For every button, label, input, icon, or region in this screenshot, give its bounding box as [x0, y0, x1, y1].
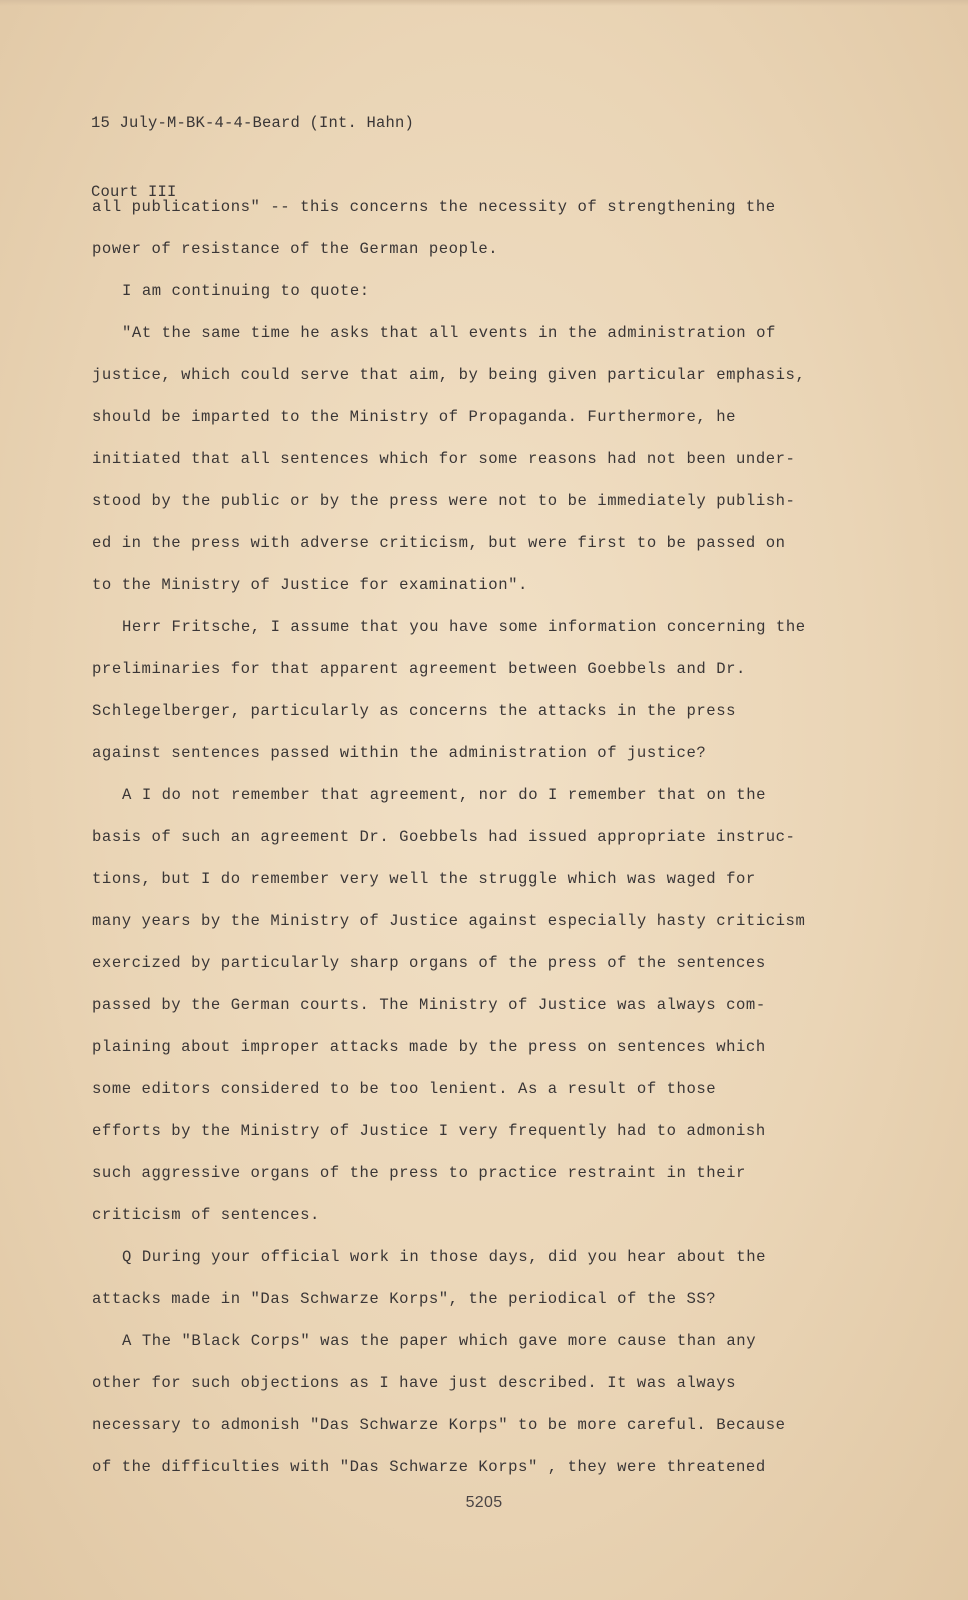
text-line: power of resistance of the German people.: [92, 240, 499, 258]
text-line: to the Ministry of Justice for examination".: [92, 576, 528, 594]
text-line: against sentences passed within the administration of justice?: [92, 744, 707, 762]
text-line: efforts by the Ministry of Justice I very frequently had to admonish: [92, 1122, 766, 1140]
text-line: passed by the German courts. The Ministry of Justice was always com-: [92, 996, 766, 1014]
text-line: ed in the press with adverse criticism, but were first to be passed on: [92, 534, 786, 552]
text-line: tions, but I do remember very well the struggle which was waged for: [92, 870, 756, 888]
text-line: of the difficulties with "Das Schwarze Korps" , they were threatened: [92, 1458, 766, 1476]
text-line: stood by the public or by the press were not to be immediately publish-: [92, 492, 796, 510]
text-line: Q During your official work in those days, did you hear about the: [122, 1248, 767, 1266]
header-line-2: Court III: [91, 183, 177, 201]
text-line: exercized by particularly sharp organs of the press of the sentences: [92, 954, 766, 972]
text-line: "At the same time he asks that all events in the administration of: [122, 324, 776, 342]
text-line: such aggressive organs of the press to practice restraint in their: [92, 1164, 746, 1182]
text-line: some editors considered to be too lenient. As a result of those: [92, 1080, 717, 1098]
text-line: necessary to admonish "Das Schwarze Korps" to be more careful. Because: [92, 1416, 786, 1434]
text-line: basis of such an agreement Dr. Goebbels had issued appropriate instruc-: [92, 828, 796, 846]
text-line: many years by the Ministry of Justice against especially hasty criticism: [92, 912, 806, 930]
text-line: attacks made in "Das Schwarze Korps", the periodical of the SS?: [92, 1290, 717, 1308]
text-line: all publications" -- this concerns the necessity of strengthening the: [92, 198, 776, 216]
text-line: plaining about improper attacks made by the press on sentences which: [92, 1038, 766, 1056]
text-line: criticism of sentences.: [92, 1206, 320, 1224]
text-line: A The "Black Corps" was the paper which gave more cause than any: [122, 1332, 757, 1350]
text-line: should be imparted to the Ministry of Propaganda. Furthermore, he: [92, 408, 737, 426]
page-number: 5205: [465, 1494, 503, 1511]
text-line: I am continuing to quote:: [122, 282, 370, 300]
transcript-body: [92, 186, 952, 1488]
text-line: initiated that all sentences which for some reasons had not been under-: [92, 450, 796, 468]
page-top-edge: [0, 0, 968, 6]
text-line: Herr Fritsche, I assume that you have some information concerning the: [122, 618, 806, 636]
text-line: other for such objections as I have just described. It was always: [92, 1374, 737, 1392]
text-line: justice, which could serve that aim, by being given particular emphasis,: [92, 366, 806, 384]
text-line: A I do not remember that agreement, nor do I remember that on the: [122, 786, 767, 804]
header-line-1: 15 July-M-BK-4-4-Beard (Int. Hahn): [91, 114, 415, 132]
text-line: preliminaries for that apparent agreement between Goebbels and Dr.: [92, 660, 746, 678]
text-line: Schlegelberger, particularly as concerns the attacks in the press: [92, 702, 737, 720]
